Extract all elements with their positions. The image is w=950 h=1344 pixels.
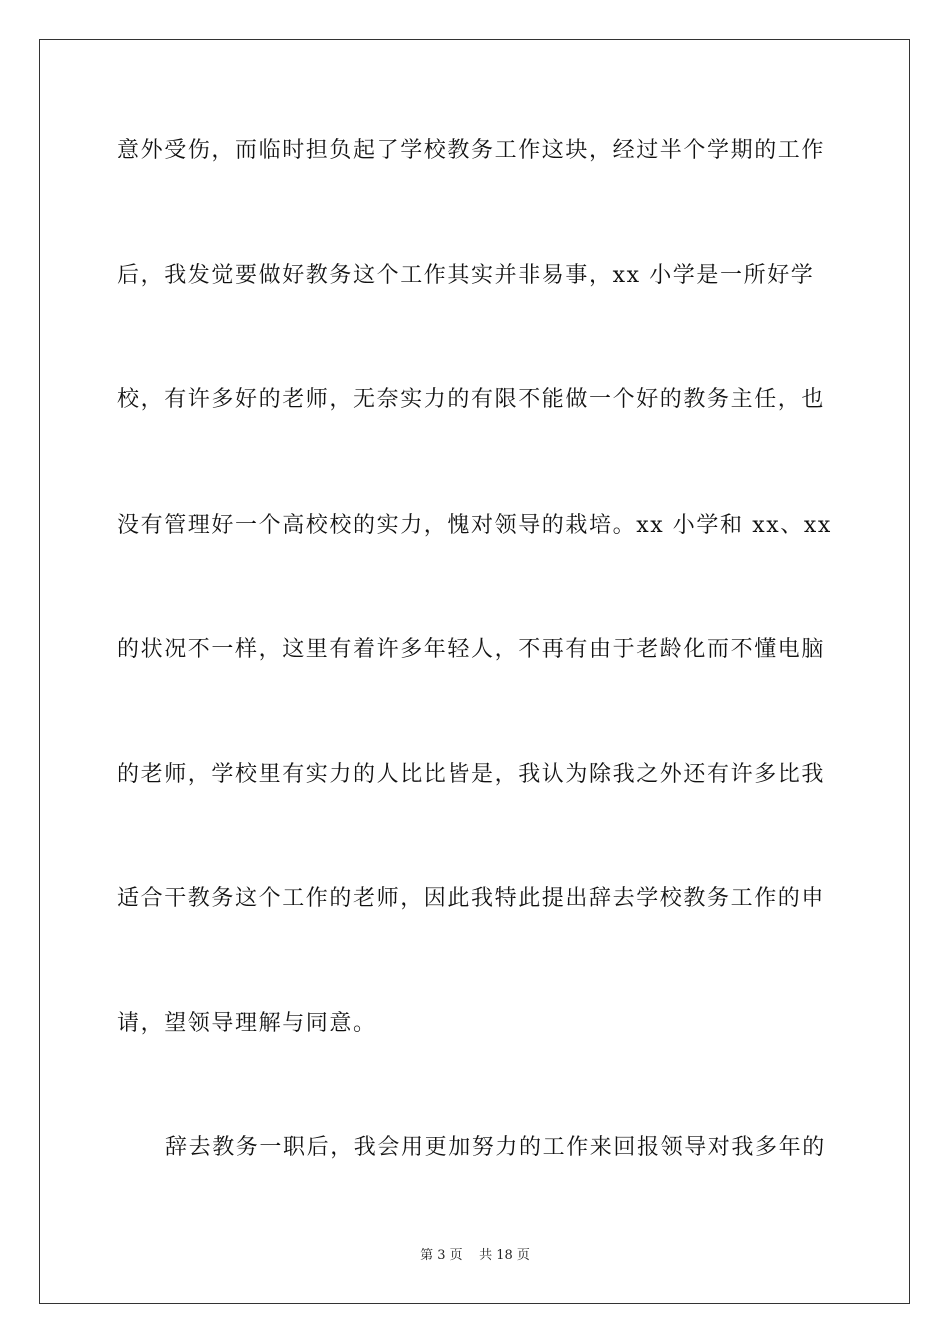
body-text-line: 后，我发觉要做好教务这个工作其实并非易事，xx 小学是一所好学 [117, 263, 815, 288]
body-text-line: 没有管理好一个高校校的实力，愧对领导的栽培。xx 小学和 xx、xx [117, 513, 832, 538]
body-text-line: 意外受伤，而临时担负起了学校教务工作这块，经过半个学期的工作 [117, 138, 826, 163]
page-number-footer: 第 3 页 共 18 页 [420, 1248, 530, 1263]
page-border [39, 39, 910, 1304]
body-text-line: 适合干教务这个工作的老师，因此我特此提出辞去学校教务工作的申 [117, 886, 826, 911]
paragraph-start-line: 辞去教务一职后，我会用更加努力的工作来回报领导对我多年的 [165, 1135, 826, 1160]
body-text-line: 的状况不一样，这里有着许多年轻人，不再有由于老龄化而不懂电脑 [117, 637, 826, 662]
body-text-line: 的老师，学校里有实力的人比比皆是，我认为除我之外还有许多比我 [117, 762, 826, 787]
body-text-line: 校，有许多好的老师，无奈实力的有限不能做一个好的教务主任，也 [117, 387, 826, 412]
body-text-line: 请，望领导理解与同意。 [117, 1011, 377, 1036]
